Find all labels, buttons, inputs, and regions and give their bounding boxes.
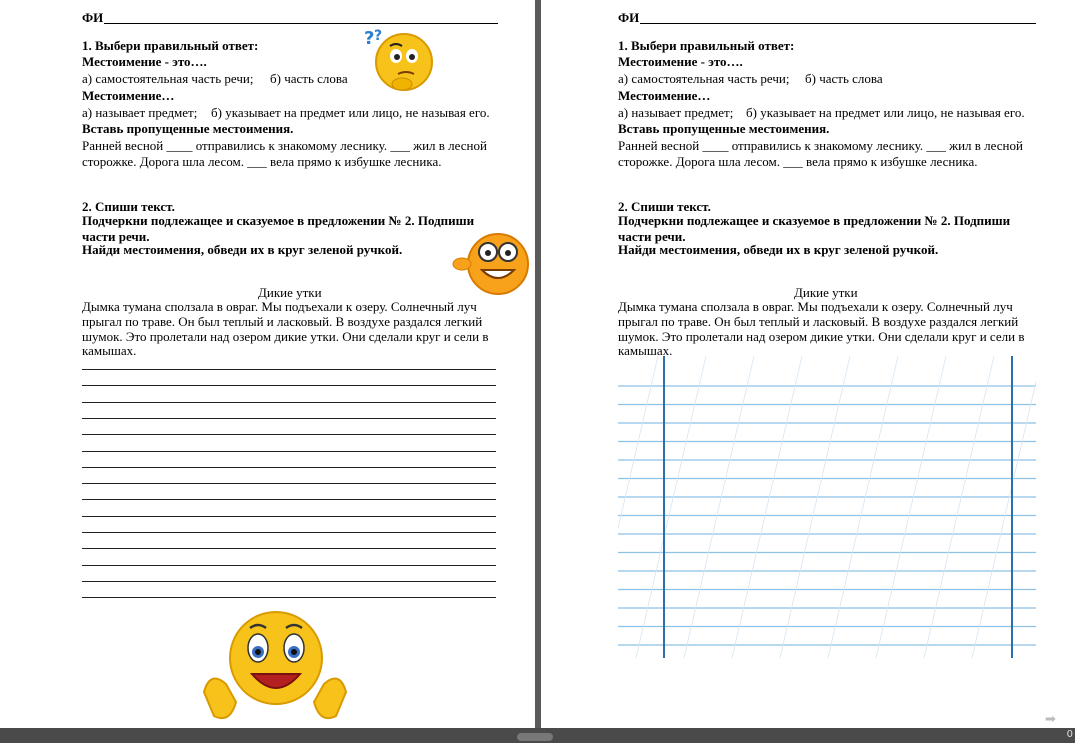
text-title: Дикие утки bbox=[794, 285, 858, 300]
writing-line bbox=[82, 369, 496, 370]
q1-opt2-a: а) называет предмет; bbox=[618, 105, 734, 120]
writing-line bbox=[82, 532, 496, 533]
notebook-slant-line bbox=[618, 356, 658, 658]
writing-line bbox=[82, 467, 496, 468]
q2-task2: Найди местоимения, обведи их в круг зеленой ручкой. bbox=[82, 242, 403, 257]
q2-task1: Подчеркни подлежащее и сказуемое в предложении № 2. Подпиши части речи. bbox=[82, 213, 475, 244]
q1-term2: Местоимение… bbox=[82, 88, 175, 103]
worksheet-page-right bbox=[541, 0, 1075, 728]
q1-opt2-b: б) указывает на предмет или лицо, не называя его. bbox=[746, 105, 1025, 120]
q2-heading: 2. Спиши текст. bbox=[82, 199, 175, 214]
notebook-slant-line bbox=[684, 356, 754, 658]
text-line3: шумок. Это пролетали над озером дикие утки. Они сделали круг и сели в bbox=[82, 329, 489, 344]
notebook-lines bbox=[618, 356, 1036, 660]
notebook-slant-line bbox=[732, 356, 802, 658]
next-page-arrow-icon[interactable]: ➡ bbox=[1045, 712, 1056, 727]
writing-line bbox=[82, 516, 496, 517]
page-indicator: 0 bbox=[1066, 729, 1073, 740]
notebook-slant-line bbox=[828, 356, 898, 658]
notebook-slant-line bbox=[780, 356, 850, 658]
text-line2: прыгал по траве. Он был теплый и ласковый. В воздухе раздался легкий bbox=[618, 314, 1019, 329]
text-line4: камышах. bbox=[82, 343, 137, 358]
text-line4: камышах. bbox=[618, 343, 673, 358]
text-line1: Дымка тумана сползала в овраг. Мы подъехали к озеру. Солнечный луч bbox=[82, 299, 477, 314]
text-line3: шумок. Это пролетали над озером дикие утки. Они сделали круг и сели в bbox=[618, 329, 1025, 344]
q1-heading: 1. Выбери правильный ответ: bbox=[618, 38, 795, 53]
q1-sentence-line2: сторожке. Дорога шла лесом. ___ вела прямо к избушке лесника. bbox=[82, 154, 442, 169]
fi-line bbox=[640, 23, 1036, 24]
notebook-slant-line bbox=[924, 356, 994, 658]
q1-opt2-b: б) указывает на предмет или лицо, не называя его. bbox=[211, 105, 490, 120]
writing-line bbox=[82, 581, 496, 582]
notebook-slant-line bbox=[972, 356, 1036, 658]
q1-term1: Местоимение - это…. bbox=[82, 54, 207, 69]
nerd-emoji-icon bbox=[452, 224, 532, 296]
q1-term2: Местоимение… bbox=[618, 88, 711, 103]
svg-text:?: ? bbox=[374, 28, 383, 44]
q1-opt-b: б) часть слова bbox=[805, 71, 883, 86]
q1-sentence-line1: Ранней весной ____ отправились к знакомому леснику. ___ жил в лесной bbox=[82, 138, 487, 153]
q2-task2: Найди местоимения, обведи их в круг зеленой ручкой. bbox=[618, 242, 939, 257]
q1-sentence-line2: сторожке. Дорога шла лесом. ___ вела прямо к избушке лесника. bbox=[618, 154, 978, 169]
q1-term1: Местоимение - это…. bbox=[618, 54, 743, 69]
q2-heading: 2. Спиши текст. bbox=[618, 199, 711, 214]
q1-opt-a: а) самостоятельная часть речи; bbox=[82, 71, 254, 86]
writing-line bbox=[82, 402, 496, 403]
q1-sentence-line1: Ранней весной ____ отправились к знакомому леснику. ___ жил в лесной bbox=[618, 138, 1023, 153]
writing-line bbox=[82, 597, 496, 598]
writing-line bbox=[82, 499, 496, 500]
q1-insert: Вставь пропущенные местоимения. bbox=[618, 121, 830, 136]
fi-label: ФИ bbox=[618, 10, 640, 25]
q1-opt-b: б) часть слова bbox=[270, 71, 348, 86]
writing-line bbox=[82, 483, 496, 484]
worksheet-page-left bbox=[0, 0, 535, 728]
thinking-emoji-icon bbox=[362, 26, 434, 96]
fi-label: ФИ bbox=[82, 10, 104, 25]
writing-line bbox=[82, 418, 496, 419]
q1-opt2-a: а) называет предмет; bbox=[82, 105, 198, 120]
q2-task1: Подчеркни подлежащее и сказуемое в предложении № 2. Подпиши части речи. bbox=[618, 213, 1011, 244]
text-title: Дикие утки bbox=[258, 285, 322, 300]
writing-line bbox=[82, 548, 496, 549]
text-line1: Дымка тумана сползала в овраг. Мы подъехали к озеру. Солнечный луч bbox=[618, 299, 1013, 314]
notebook-slant-line bbox=[636, 356, 706, 658]
writing-line bbox=[82, 385, 496, 386]
q1-insert: Вставь пропущенные местоимения. bbox=[82, 121, 294, 136]
horizontal-scroll-thumb[interactable] bbox=[517, 733, 553, 741]
text-line2: прыгал по траве. Он был теплый и ласковый. В воздухе раздался легкий bbox=[82, 314, 483, 329]
fi-line bbox=[104, 23, 498, 24]
notebook-slant-line bbox=[876, 356, 946, 658]
writing-line bbox=[82, 451, 496, 452]
writing-line bbox=[82, 434, 496, 435]
writing-line bbox=[82, 565, 496, 566]
svg-text:?: ? bbox=[364, 28, 375, 49]
happy-emoji-icon bbox=[200, 606, 350, 728]
q1-heading: 1. Выбери правильный ответ: bbox=[82, 38, 259, 53]
q1-opt-a: а) самостоятельная часть речи; bbox=[618, 71, 790, 86]
